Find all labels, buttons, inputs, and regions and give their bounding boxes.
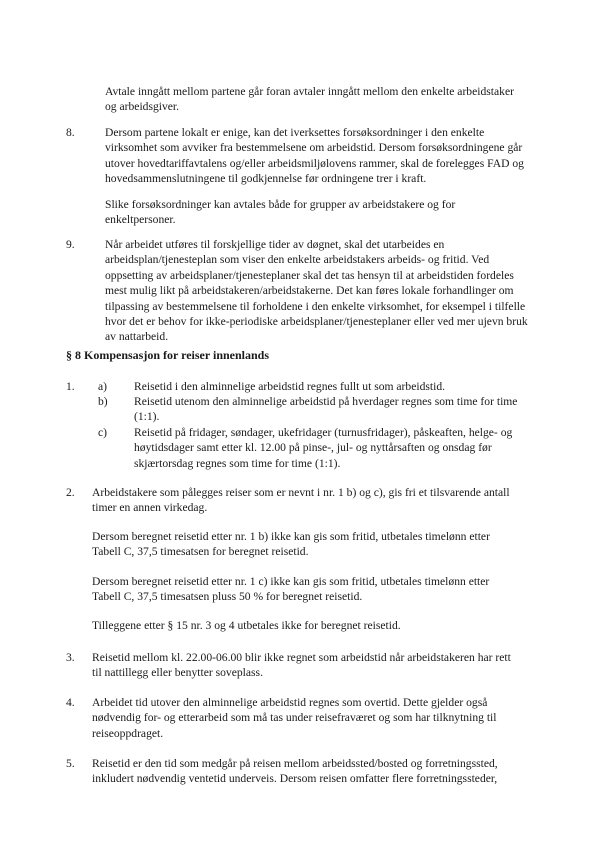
item-9-paragraph-1: Når arbeidet utføres til forskjellige tider av døgnet, skal det utarbeides en arbeidsplan/tjenesteplan som viser den enkelte arbeidstakers arbeids- og fritid. Ved oppsetting av arbeidsplaner/tjenesteplaner skal det tas hensyn til at arbeidstiden fordeles mest mulig likt på arbeidstakeren/arbeidstakerne. Det kan føres lokale forhandlinger om tilpassing av bestemmelsene til forholdene i den enkelte virksomhet, for eksempel i tilfelle hvor det er behov for ikke-periodiske arbeidsplaner/tjenesteplaner eller ved mer ujevn bruk av nattarbeid. (105, 238, 528, 344)
item-number-2: 2. (66, 486, 75, 499)
item-number-1: 1. (66, 380, 75, 393)
item-number-5: 5. (66, 757, 75, 770)
item-number-8: 8. (66, 126, 75, 139)
item-2-paragraph-3: Dersom beregnet reisetid etter nr. 1 c) ikke kan gis som fritid, utbetales timelønn etter Tabell C, 37,5 timesatsen pluss 50 % for beregnet reisetid. (92, 575, 490, 604)
sub-label-c: c) (98, 426, 108, 439)
sub-label-a: a) (98, 380, 108, 393)
item-3-paragraph-1: Reisetid mellom kl. 22.00-06.00 blir ikke regnet som arbeidstid når arbeidstakeren har rett til nattillegg eller benytter soveplass. (92, 651, 511, 680)
item-1c-text: Reisetid på fridager, søndager, ukefridager (turnusfridager), påskeaften, helge- og høytidsdager samt etter kl. 12.00 på pinse-, jul- og nyttårsaften og onsdag før skjærtorsdag regnes som time for time (1:1). (134, 426, 513, 470)
item-8-paragraph-1: Dersom partene lokalt er enige, kan det iverksettes forsøksordninger i den enkelte virksomhet som avviker fra bestemmelsene om arbeidstid. Dersom forsøksordningene går utover hovedtariffavtalens og/eller arbeidsmiljølovens rammer, skal de forelegges FAD og hovedsammenslutningene til godkjennelse før ordningene trer i kraft. (105, 126, 524, 186)
item-2-paragraph-2: Dersom beregnet reisetid etter nr. 1 b) ikke kan gis som fritid, utbetales timelønn etter Tabell C, 37,5 timesatsen for beregnet reisetid. (92, 530, 490, 559)
sub-label-b: b) (98, 395, 108, 408)
item-number-9: 9. (66, 238, 75, 251)
item-number-3: 3. (66, 651, 75, 664)
item-5-paragraph-1: Reisetid er den tid som medgår på reisen mellom arbeidssted/bosted og forretningssted, inkludert nødvendig ventetid underveis. Dersom reisen omfatter flere forretningssteder, (92, 757, 498, 786)
item-1a-text: Reisetid i den alminnelige arbeidstid regnes fullt ut som arbeidstid. (134, 380, 446, 393)
item-1b-text: Reisetid utenom den alminnelige arbeidstid på hverdager regnes som time for time (1:1). (134, 395, 518, 424)
section-heading: § 8 Kompensasjon for reiser innenlands (66, 348, 270, 362)
item-2-paragraph-1: Arbeidstakere som pålegges reiser som er nevnt i nr. 1 b) og c), gis fri et tilsvarende antall timer en annen virkedag. (92, 486, 510, 515)
item-number-4: 4. (66, 696, 75, 709)
item-2-paragraph-4: Tilleggene etter § 15 nr. 3 og 4 utbetales ikke for beregnet reisetid. (92, 619, 401, 632)
paragraph-7-continuation: Avtale inngått mellom partene går foran avtaler inngått mellom den enkelte arbeidstaker og arbeidsgiver. (105, 85, 514, 114)
item-8-paragraph-2: Slike forsøksordninger kan avtales både for grupper av arbeidstakere og for enkeltpersoner. (105, 198, 456, 227)
item-4-paragraph-1: Arbeidet tid utover den alminnelige arbeidstid regnes som overtid. Dette gjelder også nødvendig for- og etterarbeid som må tas under reisefraværet og som har tilknytning til reiseoppdraget. (92, 696, 497, 740)
